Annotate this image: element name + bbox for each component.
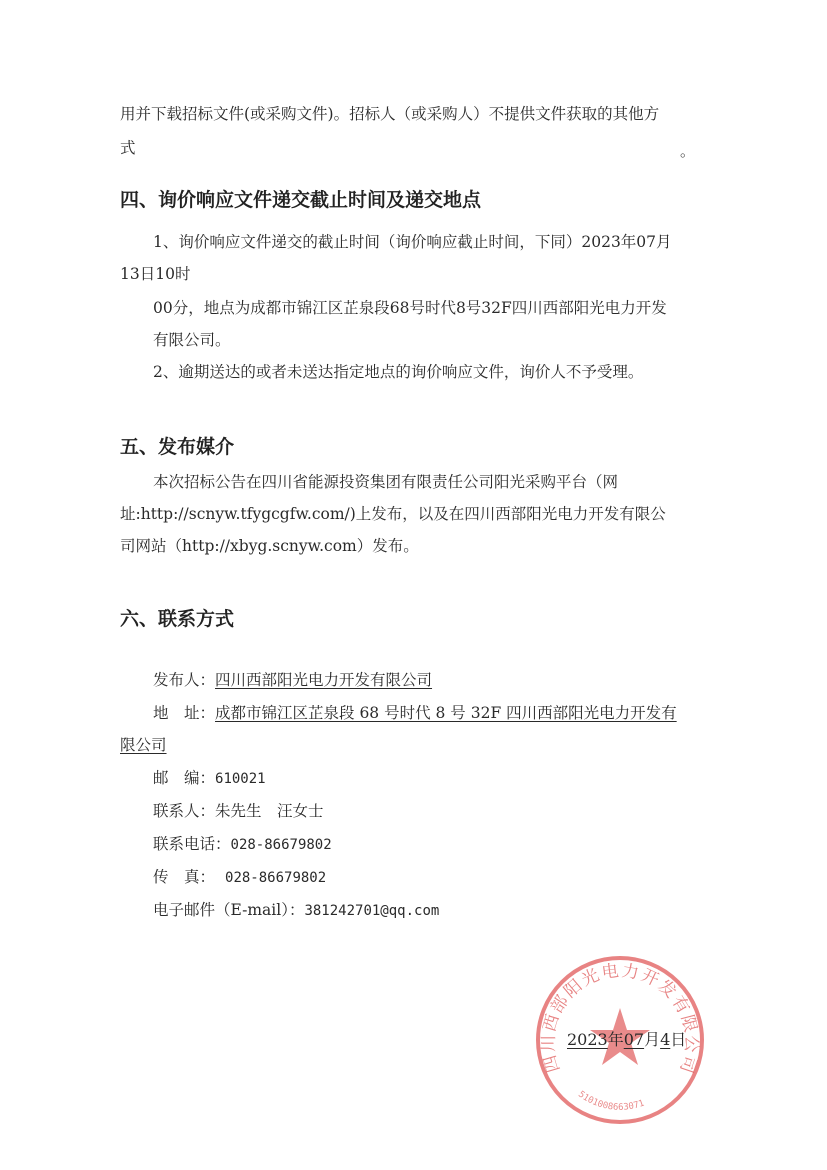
section-4-p1-line-3: 00分，地点为成都市锦江区芷泉段68号时代8号32F四川西部阳光电力开发: [153, 299, 667, 317]
fax-row: [153, 867, 326, 888]
postcode-row: [153, 768, 266, 789]
section-5-line-3: 司网站（http://xbyg.scnyw.com）发布。: [120, 537, 419, 555]
address-label: 地 址：: [153, 704, 216, 722]
section-4-p2: 2、逾期送达的或者未送达指定地点的询价响应文件，询价人不予受理。: [153, 363, 644, 381]
svg-text:5101008663071: [576, 1090, 646, 1113]
intro-line-1: 用并下载招标文件(或采购文件)。招标人（或采购人）不提供文件获取的其他方: [120, 105, 660, 123]
email-value: 381242701@qq.com: [304, 903, 440, 919]
address-value-line-1: 成都市锦江区芷泉段 68 号时代 8 号 32F 四川西部阳光电力开发有: [215, 704, 677, 722]
date-year: 2023: [567, 1030, 608, 1049]
section-5-heading: 五、发布媒介: [120, 436, 235, 458]
publisher-label: 发布人：: [153, 671, 216, 689]
signature-date: [567, 1030, 686, 1050]
section-5-line-1: 本次招标公告在四川省能源投资集团有限责任公司阳光采购平台（网: [153, 473, 619, 491]
phone-row: [153, 834, 332, 855]
address-row: [153, 703, 677, 723]
publisher-value: 四川西部阳光电力开发有限公司: [215, 671, 433, 689]
date-year-suffix: 年: [607, 1030, 624, 1049]
seal-number: 5101008663071: [576, 1089, 646, 1113]
fax-label: 传 真：: [153, 868, 216, 886]
address-value-line-2: 限公司: [120, 736, 167, 754]
intro-line-2: 式: [120, 139, 136, 157]
phone-value: 028-86679802: [230, 837, 332, 853]
publisher-row: [153, 670, 432, 690]
date-month: 07: [623, 1030, 645, 1049]
intro-line-2-end: 。: [680, 142, 696, 160]
date-month-suffix: 月: [644, 1030, 661, 1049]
date-day: 4: [660, 1030, 671, 1049]
section-4-p1-line-1: 1、询价响应文件递交的截止时间（询价响应截止时间，下同）2023年07月: [153, 233, 672, 251]
fax-value: 028-86679802: [225, 870, 327, 886]
section-4-p1-line-2: 13日10时: [120, 265, 191, 283]
phone-label: 联系电话：: [153, 835, 231, 853]
section-4-p1-line-4: 有限公司。: [153, 331, 231, 349]
section-5-line-2: 址:http://scnyw.tfygcgfw.com/)上发布，以及在四川西部阳光电力开发有限公: [120, 505, 666, 523]
section-4-heading: 四、询价响应文件递交截止时间及递交地点: [120, 189, 482, 211]
contact-row: [153, 801, 324, 821]
email-row: [153, 900, 439, 921]
email-label: 电子邮件（E-mail）：: [153, 901, 305, 919]
contact-label: 联系人：: [153, 802, 216, 820]
postcode-label: 邮 编：: [153, 769, 216, 787]
postcode-value: 610021: [215, 771, 266, 787]
section-6-heading: 六、联系方式: [120, 608, 235, 630]
contact-value: 朱先生 汪女士: [215, 802, 324, 820]
seal-text: 四川西部阳光电力开发有限公司: [538, 960, 702, 1078]
date-day-suffix: 日: [670, 1030, 687, 1049]
